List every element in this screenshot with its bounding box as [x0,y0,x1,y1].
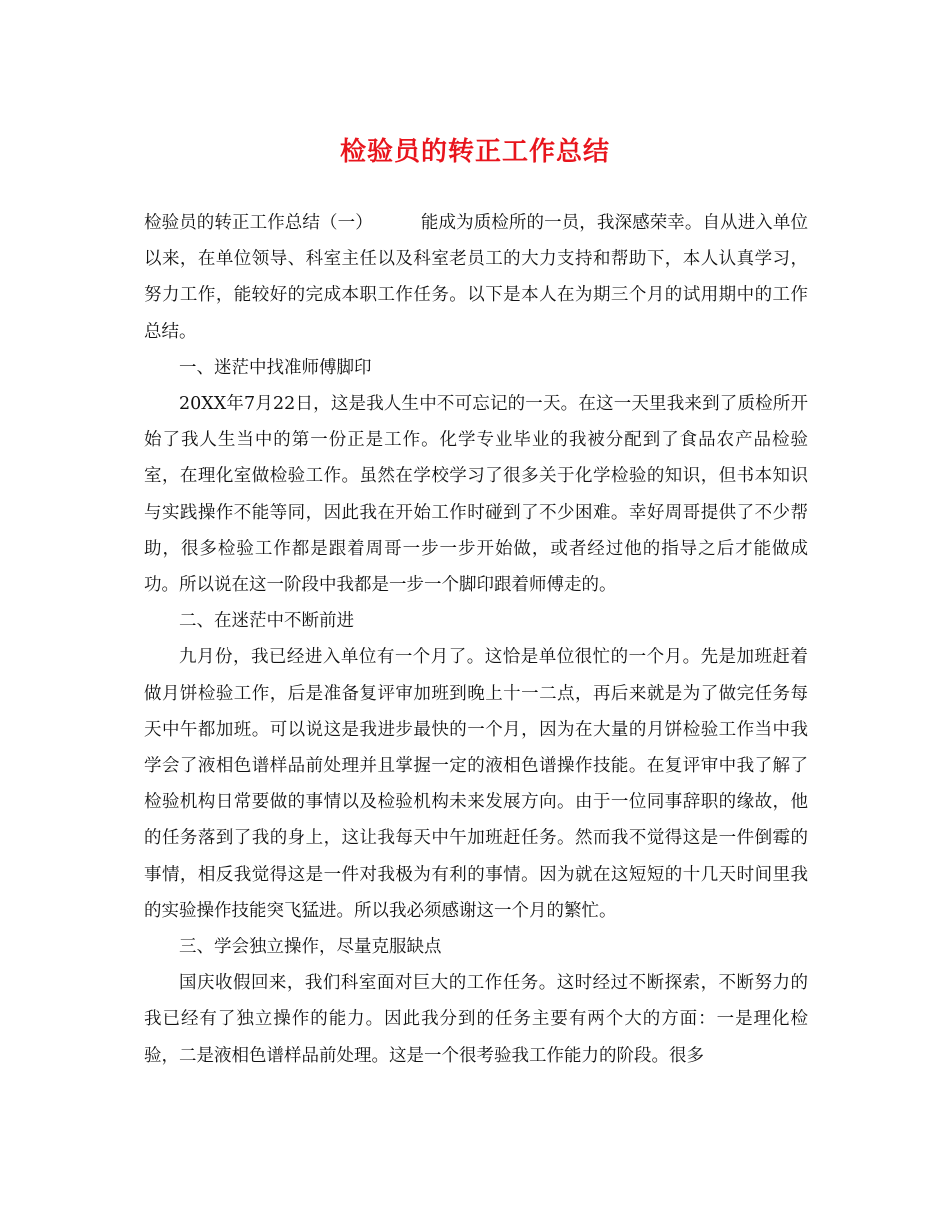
section-3-paragraph: 国庆收假回来，我们科室面对巨大的工作任务。这时经过不断探索，不断努力的我已经有了独立操作的能力。因此我分到的任务主要有两个大的方面：一是理化检验，二是液相色谱样品前处理。这是一个很考验我工作能力的阶段。很多 [144,973,808,1066]
section-2-paragraph: 九月份，我已经进入单位有一个月了。这恰是单位很忙的一个月。先是加班赶着做月饼检验工作，后是准备复评审加班到晚上十一二点，再后来就是为了做完任务每天中午都加班。可以说这是我进步最快的一个月，因为在大量的月饼检验工作当中我学会了液相色谱样品前处理并且掌握一定的液相色谱操作技能。在复评审中我了解了检验机构日常要做的事情以及检验机构未来发展方向。由于一位同事辞职的缘故，他的任务落到了我的身上，这让我每天中午加班赶任务。然而我不觉得这是一件倒霉的事情，相反我觉得这是一件对我极为有利的事情。因为就在这短短的十几天时间里我的实验操作技能突飞猛进。所以我必须感谢这一个月的繁忙。 [144,647,808,921]
intro-heading: 检验员的转正工作总结（一） [144,213,373,233]
section-1-heading: 一、迷茫中找准师傅脚印 [179,357,372,378]
intro-text: 能成为质检所的一员，我深感荣幸。自从进入单位以来，在单位领导、科室主任以及科室老员工的大力支持和帮助下，本人认真学习，努力工作，能较好的完成本职工作任务。以下是本人在为期三个月的试用期中的工作总结。 [144,213,809,342]
document-body [144,205,808,1074]
section-1-paragraph: 20XX年7月22日，这是我人生中不可忘记的一天。在这一天里我来到了质检所开始了我人生当中的第一份正是工作。化学专业毕业的我被分配到了食品农产品检验室，在理化室做检验工作。虽然在学校学习了很多关于化学检验的知识，但书本知识与实践操作不能等同，因此我在开始工作时碰到了不少困难。幸好周哥提供了不少帮助，很多检验工作都是跟着周哥一步一步开始做，或者经过他的指导之后才能做成功。所以说在这一阶段中我都是一步一个脚印跟着师傅走的。 [144,394,808,596]
document-title: 检验员的转正工作总结 [339,137,610,167]
section-3-heading: 三、学会独立操作，尽量克服缺点 [179,937,442,958]
section-2-heading: 二、在迷茫中不断前进 [179,611,354,632]
intro-paragraph [144,205,808,350]
